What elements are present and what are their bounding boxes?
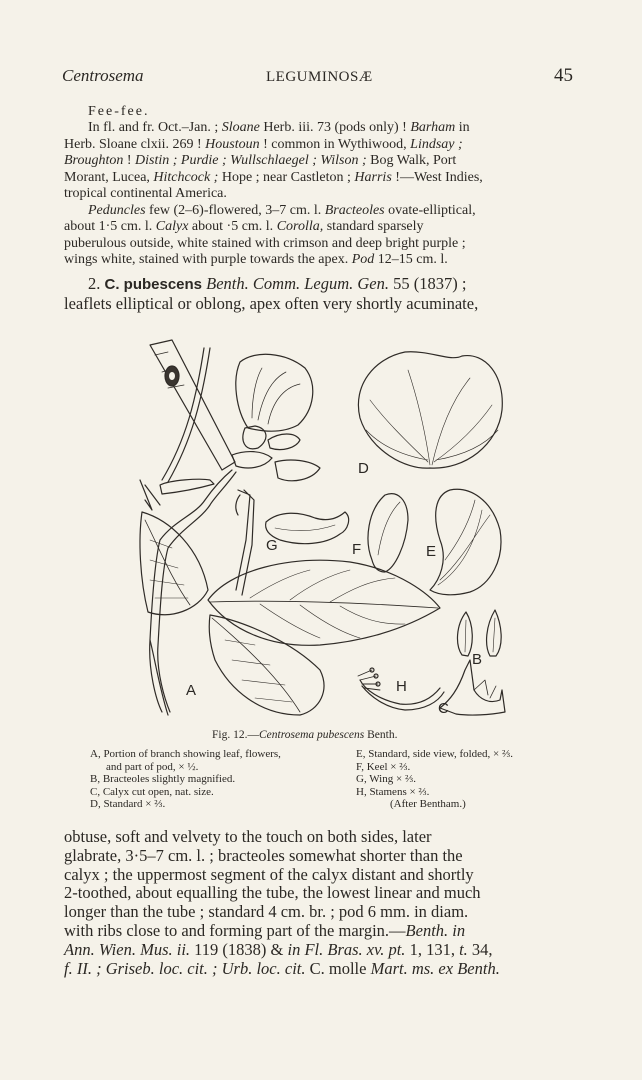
page-number: 45 [554,65,573,86]
text-line: calyx ; the uppermost segment of the calyx distant and shortly [64,864,474,884]
text-line: longer than the tube ; standard 4 cm. br. ; pod 6 mm. in diam. [64,902,469,922]
running-head-family: LEGUMINOSÆ [266,69,373,85]
figure-label-e: E [426,543,437,560]
text-line: Herb. Sloane clxii. 269 ! Houstoun ! common in Wythiwood, Lindsay ; [64,136,463,152]
text-line: Morant, Lucea, Hitchcock ; Hope ; near Castleton ; Harris !—West Indies, [64,169,483,185]
bracteoles-figure-b [457,610,501,656]
branch-figure-a [140,340,440,715]
figure-label-h: H [396,678,407,695]
text-line: tropical continental America. [64,186,227,202]
running-head-genus: Centrosema [62,66,144,85]
text-line: 2-toothed, about equalling the tube, the lowest linear and much [64,883,481,903]
text-line: obtuse, soft and velvety to the touch on both sides, later [64,827,432,846]
figure-legend-right: E, Standard, side view, folded, × ⅔. F, Keel × ⅔. G, Wing × ⅔. H, Stamens × ⅔. (After Bentham.) [356,748,514,811]
text-line: In fl. and fr. Oct.–Jan. ; Sloane Herb. iii. 73 (pods only) ! Barham in [88,120,470,136]
figure-label-a: A [186,682,197,699]
species-heading: 2. C. pubescens Benth. Comm. Legum. Gen. 55 (1837) ; [88,274,467,293]
figure-label-b: B [472,651,483,668]
text-line: Ann. Wien. Mus. ii. 119 (1838) & in Fl. Bras. xv. pt. 1, 131, t. 34, [64,939,493,959]
figure-caption: Fig. 12.—Centrosema pubescens Benth. [212,729,398,741]
wing-figure-g [266,512,349,544]
text-line: f. II. ; Griseb. loc. cit. ; Urb. loc. cit. C. molle Mart. ms. ex Benth. [64,958,500,978]
text-line: with ribs close to and forming part of the margin.—Benth. in [64,920,466,940]
calyx-figure-c [440,660,505,715]
figure-label-g: G [266,537,278,554]
keel-figure-f [368,494,408,572]
figure-legend-left: A, Portion of branch showing leaf, flowers, and part of pod, × ½. B, Bracteoles slightly magnified. C, Calyx cut open, nat. size. D, Standard × ⅔. [90,748,281,811]
text-line: Broughton ! Distin ; Purdie ; Wullschlaegel ; Wilson ; Bog Walk, Port [64,153,457,169]
text-line: wings white, stained with purple towards the apex. Pod 12–15 cm. l. [64,252,448,268]
text-line: glabrate, 3·5–7 cm. l. ; bracteoles somewhat shorter than the [64,845,463,865]
text-line: leaflets elliptical or oblong, apex often very shortly acuminate, [64,293,479,313]
text-line: about 1·5 cm. l. Calyx about ·5 cm. l. Corolla, standard sparsely [64,219,424,235]
text-line: Peduncles few (2–6)-flowered, 3–7 cm. l. Bracteoles ovate-elliptical, [88,203,476,218]
standard-side-figure-e [430,489,501,594]
figure-label-d: D [358,460,369,477]
figure-label-f: F [352,541,362,558]
text-line: puberulous outside, white stained with crimson and deep bright purple ; [64,235,466,251]
standard-figure-d [358,352,502,468]
local-name: Fee-fee. [88,104,150,119]
figure-label-c: C [438,700,449,717]
paragraph-species-description [64,828,578,978]
